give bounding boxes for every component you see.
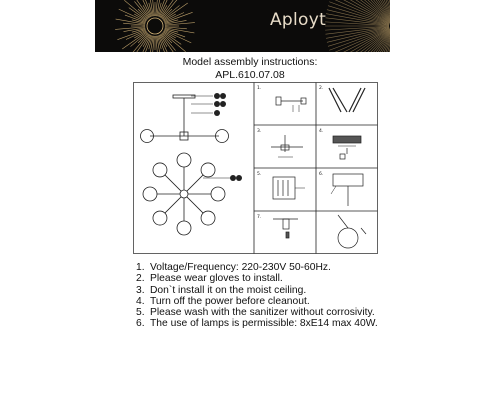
instruction-item: 1. Voltage/Frequency: 220-230V 50-60Hz. — [136, 262, 331, 273]
brand-name: Aployt — [270, 10, 327, 30]
assembly-diagram — [133, 82, 378, 254]
instruction-item: 5. Please wash with the sanitizer without corrosivity. — [136, 307, 375, 319]
instruction-item: 2. Please wear gloves to install. — [136, 273, 283, 285]
step-number: 5. — [257, 172, 262, 177]
step-number: 3. — [257, 129, 262, 134]
step-number: 6. — [319, 172, 324, 177]
model-number: APL.610.07.08 — [215, 69, 285, 81]
step-number: 7. — [257, 215, 262, 220]
instruction-item: 6. The use of lamps is permissible: 8xE14 max 40W. — [136, 318, 378, 330]
instructions-list — [136, 262, 378, 330]
sunburst-logo-icon — [95, 0, 390, 52]
step-number: 2. — [319, 86, 324, 91]
step-number: 4. — [319, 129, 324, 134]
step-number: 1. — [257, 86, 262, 91]
instruction-item: 3. Don`t install it on the moist ceiling. — [136, 284, 307, 296]
brand-header — [95, 0, 390, 52]
document-title: Model assembly instructions: — [182, 56, 318, 68]
instruction-item: 4. Turn off the power before cleanout. — [136, 295, 310, 307]
